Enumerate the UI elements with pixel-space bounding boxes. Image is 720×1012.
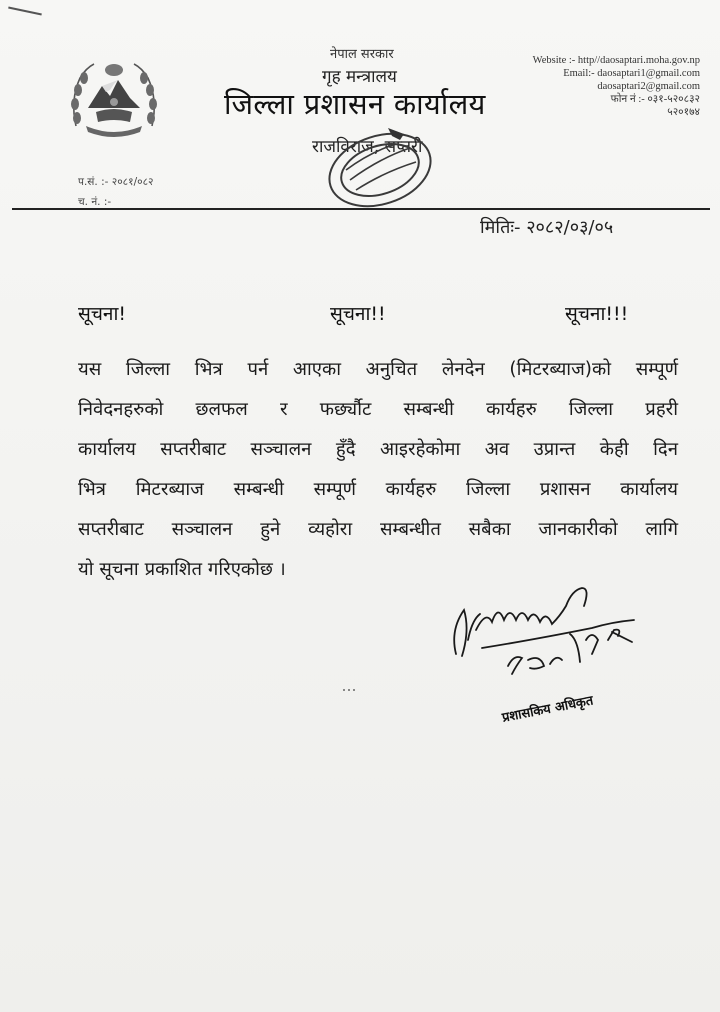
corner-mark	[8, 6, 42, 15]
body-line: यो सूचना प्रकाशित गरिएकोछ ।	[78, 559, 286, 580]
header-divider	[12, 208, 710, 210]
phone-line-1: फोन नं :- ०३१-५२०८३२	[610, 94, 700, 105]
contact-block	[533, 54, 700, 119]
notice-heading-1: सूचना!	[78, 303, 126, 325]
email-line-2: daosaptari2@gmail.com	[597, 81, 700, 92]
office-stamp-icon	[300, 118, 450, 218]
handwritten-signature	[442, 570, 662, 700]
body-line: सप्तरीबाट सञ्चालन हुने व्यहोरा सम्बन्धीत सबैका जानकारीको लागि	[78, 519, 678, 540]
body-line: भित्र मिटरब्याज सम्बन्धी सम्पूर्ण कार्यहरु जिल्ला प्रशासन कार्यालय	[78, 479, 678, 500]
government-name: नेपाल सरकार	[330, 47, 394, 62]
body-line: कार्यालय सप्तरीबाट सञ्चालन हुँदै आइरहेकोमा अव उप्रान्त केही दिन	[78, 439, 678, 460]
officer-title-stamp: प्रशासकिय अधिकृत	[500, 693, 595, 726]
reference-block	[78, 172, 154, 212]
notice-heading-3: सूचना!!!	[565, 303, 629, 325]
office-title: जिल्ला प्रशासन कार्यालय	[224, 87, 486, 121]
government-emblem-icon	[66, 56, 162, 142]
body-line: निवेदनहरुको छलफल र फर्छ्यौट सम्बन्धी कार्यहरु जिल्ला प्रहरी	[78, 399, 678, 420]
dispatch-number: च. नं. :-	[78, 196, 112, 208]
ministry-name: गृह मन्त्रालय	[322, 67, 397, 87]
document-date: मितिः- २०८२/०३/०५	[480, 217, 614, 238]
notice-heading-2: सूचना!!	[330, 303, 386, 325]
phone-line-2: ५२०१७४	[667, 107, 700, 118]
website-line: Website :- http//daosaptari.moha.gov.np	[532, 55, 700, 66]
notice-body	[78, 350, 678, 590]
body-line: यस जिल्ला भित्र पर्न आएका अनुचित लेनदेन (मिटरब्याज)को सम्पूर्ण	[78, 359, 678, 380]
paper-speck	[342, 688, 356, 692]
email-line-1: Email:- daosaptari1@gmail.com	[563, 68, 700, 79]
letter-number: प.सं. :- २०८१/०८२	[78, 176, 154, 188]
office-location: राजविराज, सप्तरी	[312, 137, 423, 157]
